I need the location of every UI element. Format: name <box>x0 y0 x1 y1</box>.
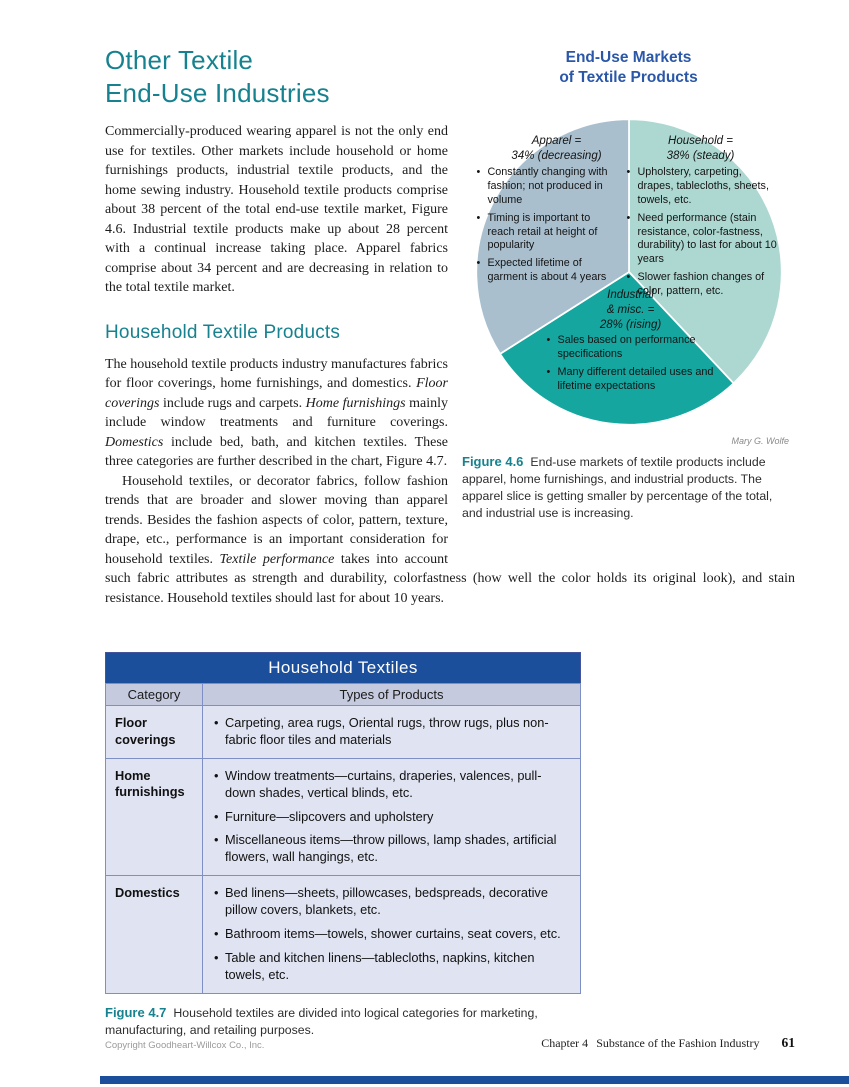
chart-title-line2: of Textile Products <box>559 69 698 87</box>
table-header-row <box>106 684 581 706</box>
term-textile-performance: Textile performance <box>219 551 335 567</box>
figure-caption-text: End-use markets of textile products include apparel, home furnishings, and industrial products. The apparel slice is getting smaller by percentage of the total, and industrial use is increasing. <box>462 455 773 521</box>
figure-label: Figure 4.7 <box>105 1004 167 1020</box>
household-label-line2: 38% (steady) <box>666 150 735 163</box>
paragraph-text: The household textile products industry manufactures fabrics for floor coverings, home furnishings, and domestics. <box>105 356 448 392</box>
chart-attribution: Mary G. Wolfe <box>731 436 789 447</box>
apparel-slice-label <box>497 134 617 164</box>
category-cell: Home furnishings <box>106 758 203 875</box>
figure-4-6-caption <box>462 453 795 522</box>
chart-title <box>462 48 795 88</box>
list-item: • Need performance (stain resistance, color-fastness, durability) to last for about 10 years <box>627 212 779 267</box>
list-item: • Miscellaneous items—throw pillows, lamp shades, artificial flowers, wall hangings, etc. <box>212 832 570 866</box>
running-footer <box>105 1034 795 1052</box>
paragraph-text: takes into account such fabric attributes as strength and durability, colorfastness (how well the color holds its original look), and stain resistance. Household textiles should last for about 10 years. <box>105 551 795 606</box>
household-textiles-table <box>105 652 581 994</box>
list-item: • Table and kitchen linens—tablecloths, napkins, kitchen towels, etc. <box>212 950 570 984</box>
table-title: Household Textiles <box>106 653 581 684</box>
list-item: • Bathroom items—towels, shower curtains, seat covers, etc. <box>212 926 570 943</box>
list-item: • Furniture—slipcovers and upholstery <box>212 809 570 826</box>
section-heading-household: Household Textile Products <box>105 321 341 343</box>
table-row <box>106 876 581 993</box>
intro-paragraph: Commercially-produced wearing apparel is not the only end use for textiles. Other markets include household or home furnishings products, industrial textile products, and the home sewing industry. Household textile products comprise about 38 percent of the total end-use textile market, Figure 4.6. Industrial textile products make up about 28 percent with a continual increase taking place. Apparel fabrics comprise about 34 percent and are decreasing in relation to the total textile market. <box>105 124 448 296</box>
list-item: • Carpeting, area rugs, Oriental rugs, throw rugs, plus non-fabric floor tiles and materials <box>212 715 570 749</box>
household-label-line1: Household = <box>668 135 733 148</box>
apparel-label-line1: Apparel = <box>531 135 582 148</box>
list-item: • Window treatments—curtains, draperies, valences, pull-down shades, vertical blinds, etc. <box>212 768 570 802</box>
list-item: • Upholstery, carpeting, drapes, tablecloths, sheets, towels, etc. <box>627 166 779 207</box>
list-item: • Bed linens—sheets, pillowcases, bedspreads, decorative pillow covers, blankets, etc. <box>212 885 570 919</box>
chapter-label: Chapter 4 <box>541 1036 589 1050</box>
list-item: • Expected lifetime of garment is about 4 years <box>477 257 617 285</box>
types-cell <box>203 758 581 875</box>
figure-4-6 <box>448 42 795 550</box>
category-cell: Floor coverings <box>106 706 203 759</box>
paragraph-text: Household textiles, or decorator fabrics, follow fashion trends that are broader and slower moving than apparel trends. Besides the fashion aspects of color, pattern, texture, drape, etc., performance is an important consideration for household textiles. <box>105 473 448 567</box>
page-number: 61 <box>781 1035 795 1050</box>
term-domestics: Domestics <box>105 434 164 450</box>
industrial-bullet-list <box>547 334 732 397</box>
chapter-title: Substance of the Fashion Industry <box>596 1036 760 1050</box>
page-title-line1: Other Textile <box>105 45 254 75</box>
types-cell <box>203 706 581 759</box>
household-bullet-list <box>627 166 779 302</box>
column-header-category: Category <box>106 684 203 706</box>
pie-chart <box>469 112 789 432</box>
table-row <box>106 758 581 875</box>
column-header-types: Types of Products <box>203 684 581 706</box>
chapter-reference <box>541 1036 759 1050</box>
chart-title-line1: End-Use Markets <box>565 49 692 66</box>
paragraph-text: include bed, bath, and kitchen textiles. These three categories are further described in the chart, Figure 4.7. <box>105 434 448 470</box>
paragraph-text: include rugs and carpets. <box>159 395 306 411</box>
apparel-label-line2: 34% (decreasing) <box>511 150 602 163</box>
types-cell <box>203 876 581 993</box>
list-item: • Constantly changing with fashion; not produced in volume <box>477 166 617 207</box>
page-title-line2: End-Use Industries <box>105 78 330 109</box>
figure-label: Figure 4.6 <box>462 454 524 470</box>
page-content <box>105 42 795 1039</box>
list-item: • Timing is important to reach retail at height of popularity <box>477 212 617 253</box>
list-item: • Slower fashion changes of color, pattern, etc. <box>627 271 779 299</box>
industrial-label-line3: 28% (rising) <box>599 319 662 332</box>
paragraph-text: mainly include window treatments and furniture coverings. <box>105 395 448 431</box>
term-home-furnishings: Home furnishings <box>305 395 406 411</box>
list-item: • Sales based on performance specifications <box>547 334 732 362</box>
term-floor-coverings: Floor coverings <box>105 376 448 411</box>
apparel-bullet-list <box>477 166 617 289</box>
industrial-label-line2: & misc. = <box>606 304 655 317</box>
copyright-notice: Copyright Goodheart-Willcox Co., Inc. <box>105 1040 265 1051</box>
bottom-rule <box>100 1076 849 1084</box>
industrial-label-line1: Industrial <box>607 289 654 302</box>
list-item: • Many different detailed uses and lifetime expectations <box>547 366 732 394</box>
table-row <box>106 706 581 759</box>
household-slice-label <box>641 134 761 164</box>
figure-caption-text: Household textiles are divided into logical categories for marketing, manufacturing, and retailing purposes. <box>105 1005 538 1037</box>
category-cell: Domestics <box>106 876 203 993</box>
